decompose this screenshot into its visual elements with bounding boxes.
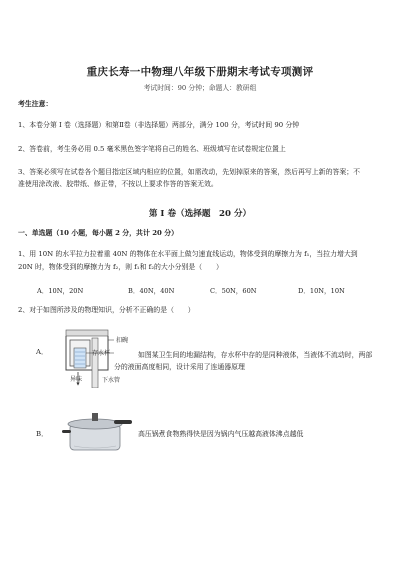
question-1-option-c[interactable]: C．50N，60N <box>210 287 257 295</box>
label-pipe: 下水管 <box>102 377 121 384</box>
part-heading <box>18 229 178 238</box>
question-1-option-b[interactable]: B．40N，40N <box>128 287 175 295</box>
part-heading-label: 一、单选题 <box>18 229 53 237</box>
drain-pipe <box>92 338 98 388</box>
cooker-valve <box>92 413 98 421</box>
label-cup: 存水杯 <box>92 350 111 357</box>
water-cup <box>74 348 86 368</box>
question-2-option-a-text: 如图某卫生间的地漏结构，存水杯中存的是同种液体，当液体不流动时，两部分的液面高度相同，设计采用了连通器原理 <box>114 351 373 371</box>
part-heading-desc: （10 小题，每小题 2 分，共计 20 分） <box>52 229 178 237</box>
drain-grate <box>66 330 108 336</box>
notice-item-2: 2、答卷前，考生务必用 0.5 毫米黑色签字笔将自己的姓名、班级填写在试卷规定位置上 <box>18 145 286 153</box>
notice-heading: 考生注意： <box>18 100 53 108</box>
question-1-stem: 1、用 10N 的水平拉力拉着重 40N 的物体在水平面上做匀速直线运动，物体受到的摩擦力为 f₁，当拉力增大到 20N 时，物体受到的摩擦力为 f₂，则 f₁和 f₂的大小分别是（ ） <box>18 250 358 271</box>
question-1-option-d[interactable]: D．10N，10N <box>298 287 345 295</box>
notice-item-1: 1、本卷分第 I 卷（选择题）和第Ⅱ卷（非选择题）两部分，满分 100 分，考试时间 90 分钟 <box>18 121 300 129</box>
pressure-cooker-image <box>60 406 134 454</box>
label-odor: 异味 <box>70 376 83 383</box>
exam-subtitle: 考试时间：90 分钟；命题人：教研组 <box>143 84 257 92</box>
notice-item-3: 3、答案必须写在试卷各个题目指定区域内相应的位置，如需改动，先划掉原来的答案，然后再写上新的答案；不准使用涂改液、胶带纸、修正带，不按以上要求作答的答案无效。 <box>18 168 361 188</box>
cooker-handle <box>114 420 132 424</box>
question-2-stem: 2、对于如图所涉及的物理知识，分析不正确的是（ ） <box>18 306 195 314</box>
question-2-option-a-label[interactable]: A． <box>36 348 48 356</box>
cooker-side-handle <box>62 430 71 433</box>
question-2-option-b-text: 高压锅煮食物熟得快是因为锅内气压越高液体沸点越低 <box>138 430 304 438</box>
exam-title: 重庆长寿一中物理八年级下册期末考试专项测评 <box>86 66 314 78</box>
question-1-option-a[interactable]: A．10N，20N <box>37 287 84 295</box>
question-2-option-b-label[interactable]: B． <box>36 430 48 438</box>
section-title: 第 I 卷（选择题 20 分） <box>148 209 252 219</box>
label-cover: 扣碗 <box>116 337 129 344</box>
